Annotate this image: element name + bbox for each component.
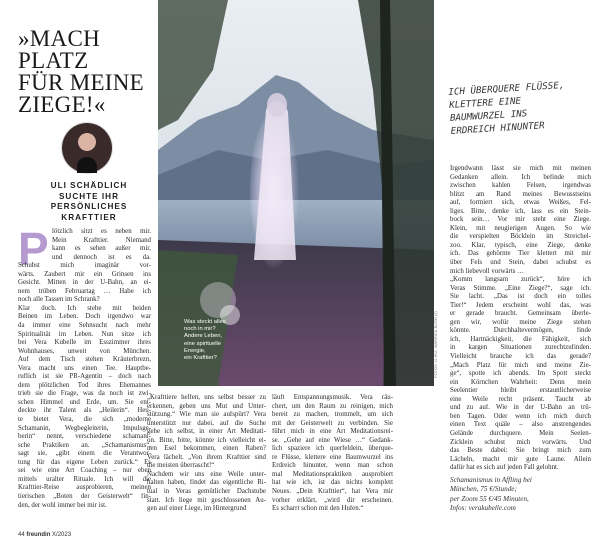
page-number: 44 [18,532,25,538]
article-line: ge“, spotte ich abends. Im Spott steckt [450,370,591,378]
article-line: on. Bitte, bitte, könnte ich vielleicht ei- [147,436,266,444]
article-line: bock sein… Vor mir steht eine Ziege. [450,216,591,224]
byline [28,181,150,223]
author-avatar [62,123,112,173]
article-line: gen auf einer Liege, im Hintergrund [147,505,247,513]
article-line: bei Vera Kubelle im Esszimmer ihres [18,339,151,347]
caption-line: Andere Leben, [184,333,223,340]
info-line: per Zoom 55 €/45 Minuten, [450,494,529,503]
article-line: ich, Hartnäckigkeit, die Fähigkeit, sich [450,335,591,343]
byline-line: PERSÖNLICHES [50,202,128,211]
article-line: sei wie eine Art Coaching – nur eben [18,467,151,475]
article-line: ruflich ist sie PR-Agentin – doch nach [18,373,151,381]
article-line: könnte. Durchhaltevermögen, finde [450,327,591,335]
article-line: ein Körnchen Wahrheit: Denn mein [450,378,591,386]
article-line: in kargen Situationen zurechtzufinden. [450,344,591,352]
article-line: sche Praktiken an. „Schamanismus“, [18,441,151,449]
article-line: nem trüben Februartag … Habe ich [18,287,151,295]
article-line: zwischen kahlen Felsen, irgendwas [450,182,591,190]
article-line: noch alle Tassen im Schrank? [18,296,100,304]
caption-line: Was steckt alles [184,319,226,325]
article-line: da immer eine Sehnsucht nach mehr [18,322,151,330]
info-line: Infos: verakubelle.com [450,504,516,513]
article-line: Wohnhauses, unweit von München. [18,347,151,355]
article-line: zoo. Klar, typisch, eine Ziege, denke [450,241,591,249]
article-line: lötzlich sitzt es neben mir. [52,228,151,235]
article-line: dafür hat es sich auf jeden Fall gelohnt. [450,464,559,472]
article-line: stützung.“ Wie man sie aufspürt? Vera [147,411,266,419]
article-column-2 [147,394,266,514]
byline-line: KRAFTTIER [61,212,117,222]
article-line: Spiritualität im Leben. Nun sitze ich [18,330,151,338]
article-line: und dennoch ist es da. [52,253,151,261]
article-line: führt mich in eine Art Meditationsrei- [272,428,393,436]
article-line: Zicklein schubst mich vorwärts. Und [450,438,591,446]
article-line: gehe ich selbst, in einer Art Meditati- [147,428,266,436]
article-line: hat wie ich, ist das nichts komplett [272,479,393,487]
article-line: se. „Gehe auf eine Wiese …“ Gedank- [272,436,393,444]
article-line: Schamanin, Wegbegleiterin, Impulsge- [18,424,151,432]
article-line: chert, um den Raum zu reinigen, mich [272,402,393,410]
pull-quote-line: KLETTERE EINE [448,95,522,111]
article-line: Sie lacht. „Das ist doch ein tolles [450,293,591,301]
article-line: tung für das eigene Leben zurück.“ Es [18,458,151,466]
article-line: er gerade braucht. Gemeinsam überle- [450,310,591,318]
article-line: Beinen im Leben. Doch irgendwo war [18,313,151,321]
article-line: Neues. „Dein Krafttier“, hat Vera mir [272,488,393,496]
article-line: Tier!“ Jedem erscheint wohl das, was [450,301,591,309]
caption-line: eine spirituelle [184,340,222,347]
photo-caption [184,319,254,362]
article-line: Seelentier bleibt erstaunlicherweise [450,387,591,395]
article-line: Nachdem wir uns eine Weile unter- [147,470,266,478]
byline-line: SUCHTE IHR [58,191,120,201]
article-line: Vera lächelt. „Von ihrem Krafttier sind [147,453,266,461]
article-line: Krafttier-Reise ausprobieren, meinen [18,484,151,492]
article-line: Lächeln, macht mir gute Laune. Allein [450,455,591,463]
article-line: Erdreich hinunter, wenn man schon [272,462,393,470]
article-line: blitzt am Rand meines Bewusstseins [450,190,591,198]
article-line: Klein, mit neugierigen Augen. So wie [450,224,591,232]
article-line: dem plötzlichen Tod ihres Ehemannes [18,381,151,389]
article-line: Veras Stimme. „Eine Ziege?“, sage ich. [450,284,591,292]
article-line: liges. Bitte, denke ich, lass es ein Stein- [450,207,591,215]
article-line: re Flüsse, klettere eine Baumwurzel ins [272,453,393,461]
byline-line: ULI SCHÄDLICH [50,181,128,190]
article-line: gen wir, wofür meine Ziege stehen [450,318,591,326]
article-line: die verspielten Böcklein im Streichel- [450,233,591,241]
info-line: Schamanismus in Affling bei [450,476,532,484]
article-line: Es scharrt schon mit den Hufen.“ [272,505,364,513]
pull-quote-line: ICH ÜBERQUERE FLÜSSE, [448,79,565,98]
article-line: mich liebevoll vorwärts … [450,267,525,275]
article-line: Klar doch. Ich stehe mit beiden [18,304,151,312]
caption-line: ein Krafttier? [184,355,217,362]
article-line: Gesicht. Mitten in der U-Bahn, an ei- [18,279,151,287]
article-line: nen Esel bekommen, einen Raben? [147,445,266,453]
article-line: mit der Geisterwelt zu verbinden. Sie [272,419,393,427]
headline-line: FÜR MEINE [18,70,145,95]
article-line: läuft Entspannungsmusik. Vera räu- [272,394,393,401]
article-line: berin“ nennt, verschiedene schamani- [18,433,151,441]
article-line: Irgendwann lässt sie mich mit meinen [450,165,591,172]
article-line: die meisten überrascht!“ [147,462,215,470]
article-line: den, der wohl immer bei mir ist. [18,501,107,509]
article-line: Gelände durchquere. Mein Seelen- [450,429,591,437]
article-line: einen Text quäle – also anstrengendes [450,421,591,429]
info-line: München, 75 €/Stunde; [450,485,517,494]
headline-line: ZIEGE!« [18,92,106,117]
article-line: eine Weile recht präsent. Taucht ab [450,395,591,403]
article-line: bereit zu machen, trommelt, um sich [272,411,393,419]
pull-quote-line: BAUMWURZEL INS [449,108,528,124]
article-line: mal Meditationspraktiken ausprobiert [272,470,393,478]
article-line: tierischen „Boten der Geisterwelt“ fin- [18,492,151,500]
article-line: Schubst mich imaginär vor- [18,262,151,270]
article-column-1 [18,223,151,510]
info-box [450,476,591,514]
article-line: Vielleicht brauche ich das gerade? [450,353,591,361]
article-line: erkennen, geben uns Mut und Unter- [147,402,266,410]
article-line: Vera macht uns einen Tee. Hauptbe- [18,364,151,372]
headline-line: PLATZ [18,48,89,73]
article-line: Auf dem Tisch stehen Kräuterbrezn, [18,356,151,364]
issue-number: X/2023 [52,532,72,538]
article-column-4 [450,165,591,473]
article-line: das Beste dabei: Sie bringt mich zum [450,447,591,455]
article-line: ben Tagen. Oder wenn ich mich durch [450,412,591,420]
article-line: te bietet Vera, die sich „moderne [18,416,151,424]
article-line: Mein Krafttier. Niemand [52,236,151,244]
article-line: lich spaziere ich querfeldein, überque- [272,445,393,453]
article-line: „Komm langsam zurück“, höre ich [450,276,591,284]
article-line: halten haben, findet das eigentliche Ri- [147,479,266,487]
article-line: wärts. Zaubert mir ein Grinsen ins [18,270,151,278]
article-line: unterstützt nur dabei, auf die Suche [147,419,266,427]
article-line: Gedanken allein. Ich befinde mich [450,173,591,181]
page-footer [18,532,71,538]
article-line: „Mach Platz für mich und meine Zie- [450,361,591,369]
pull-quote [448,77,601,138]
article-line: vorher erklärt, „wird dir erscheinen. [272,496,393,504]
article-line: auf, formiert sich, etwas Weißes, Fel- [450,199,591,207]
drop-cap: P [18,223,49,275]
article-line: trieb sie die Frage, was da noch ist zwi- [18,390,151,398]
article-line: über Fels und Stein, dabei schubst es [450,259,591,267]
photo-credit: FOTOS: LI-HUI, WARRICK BUSH (2) [433,311,438,378]
caption-line: noch in mir? [184,326,216,333]
article-line: mittels uralter Rituale. Ich will die [18,475,151,483]
article-line: und zu auf. Wie in der U-Bahn an trü- [450,404,591,412]
headline-line: »MACH [18,26,101,51]
caption-line: Energie, [184,347,206,354]
magazine-name: freundin [26,532,51,538]
article-line: schen Himmel und Erde, um. Sie ent- [18,398,151,406]
article-line: sagt sie, „gibt einem die Verantwor- [18,450,151,458]
pull-quote-line: ERDREICH HINUNTER [450,120,545,137]
article-column-3 [272,394,393,514]
article-line: ich. Das gehörnte Tier klettert mit mir [450,250,591,258]
article-line: tual in Veras gemütlicher Dachstube [147,488,266,496]
headline [18,28,158,116]
article-line: „Krafttiere helfen, uns selbst besser zu [147,394,266,401]
article-line: kann es sehen außer mir, [52,245,151,253]
article-line: deckte ihr Talent als „Heilerin“. Heu- [18,407,151,415]
article-line: statt. Ich liege mit geschlossenen Au- [147,496,266,504]
